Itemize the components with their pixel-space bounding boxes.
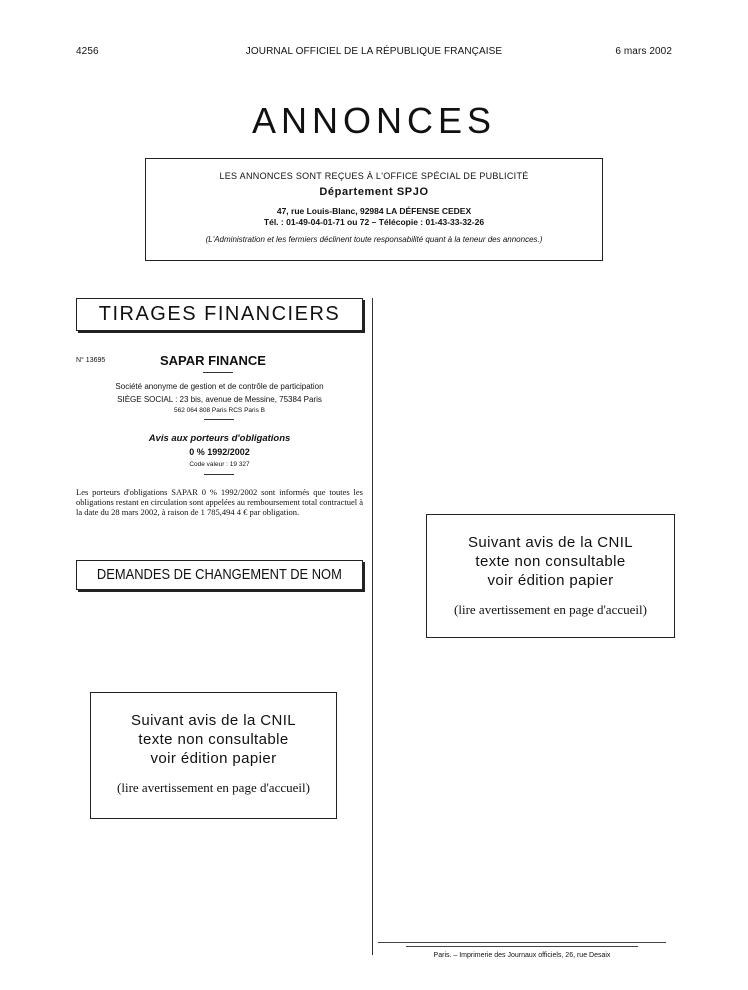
company-address: SIÈGE SOCIAL : 23 bis, avenue de Messine, 75384 Paris xyxy=(117,395,322,404)
separator-rule xyxy=(203,372,233,373)
company-name: SAPAR FINANCE xyxy=(160,353,266,368)
notice-body: Les porteurs d'obligations SAPAR 0 % 1992/2002 sont informés que toutes les obligations restant en circulation sont appelées au remboursement total contractuel à la date du 28 mars 2002, à raison de 1 785,494 4 € par obligation. xyxy=(76,487,364,517)
section-heading-tirages: TIRAGES FINANCIERS xyxy=(76,298,363,331)
footer-rule xyxy=(378,942,666,943)
issue-date: 6 mars 2002 xyxy=(615,46,672,57)
separator-rule xyxy=(204,474,234,475)
cnil-line3: voir édition papier xyxy=(150,750,277,767)
cnil-line3: voir édition papier xyxy=(487,572,614,589)
cnil-line1: Suivant avis de la CNIL xyxy=(467,534,634,551)
info-intro: LES ANNONCES SONT REÇUES À L'OFFICE SPÉCIAL DE PUBLICITÉ xyxy=(219,171,529,181)
section-heading-demandes xyxy=(76,560,363,590)
bond-rate: 0 % 1992/2002 xyxy=(189,447,250,457)
page-number: 4256 xyxy=(76,46,99,57)
separator-rule xyxy=(204,419,234,420)
notice-number: N° 13695 xyxy=(76,357,106,364)
info-disclaimer: (L'Administration et les fermiers déclinent toute responsabilité quant à la teneur des annonces.) xyxy=(205,235,543,244)
cnil-line2: texte non consultable xyxy=(138,731,289,748)
info-department: Département SPJO xyxy=(319,186,429,198)
cnil-notice-box xyxy=(90,692,337,819)
page-title: ANNONCES xyxy=(251,100,497,141)
cnil-notice-box xyxy=(426,514,675,638)
company-description: Société anonyme de gestion et de contrôle de participation xyxy=(115,382,324,391)
journal-title: JOURNAL OFFICIEL DE LA RÉPUBLIQUE FRANÇAISE xyxy=(245,46,503,57)
footer-rule xyxy=(406,946,638,947)
company-registration: 562 064 808 Paris RCS Paris B xyxy=(173,407,266,414)
printer-imprint: Paris. – Imprimerie des Journaux officiels, 26, rue Desaix xyxy=(433,952,611,959)
cnil-line4: (lire avertissement en page d'accueil) xyxy=(454,602,647,617)
section-heading-demandes-label: DEMANDES DE CHANGEMENT DE NOM xyxy=(97,566,342,583)
security-code: Code valeur : 19 327 xyxy=(189,461,250,468)
notice-subject: Avis aux porteurs d'obligations xyxy=(148,433,291,444)
column-divider xyxy=(372,298,373,955)
info-address: 47, rue Louis-Blanc, 92984 LA DÉFENSE CEDEX xyxy=(276,206,472,216)
cnil-line4: (lire avertissement en page d'accueil) xyxy=(117,780,310,795)
info-phone: Tél. : 01-49-04-01-71 ou 72 – Télécopie : 01-43-33-32-26 xyxy=(263,217,485,227)
cnil-line1: Suivant avis de la CNIL xyxy=(130,712,297,729)
publicity-info-box xyxy=(145,158,603,261)
cnil-line2: texte non consultable xyxy=(475,553,626,570)
